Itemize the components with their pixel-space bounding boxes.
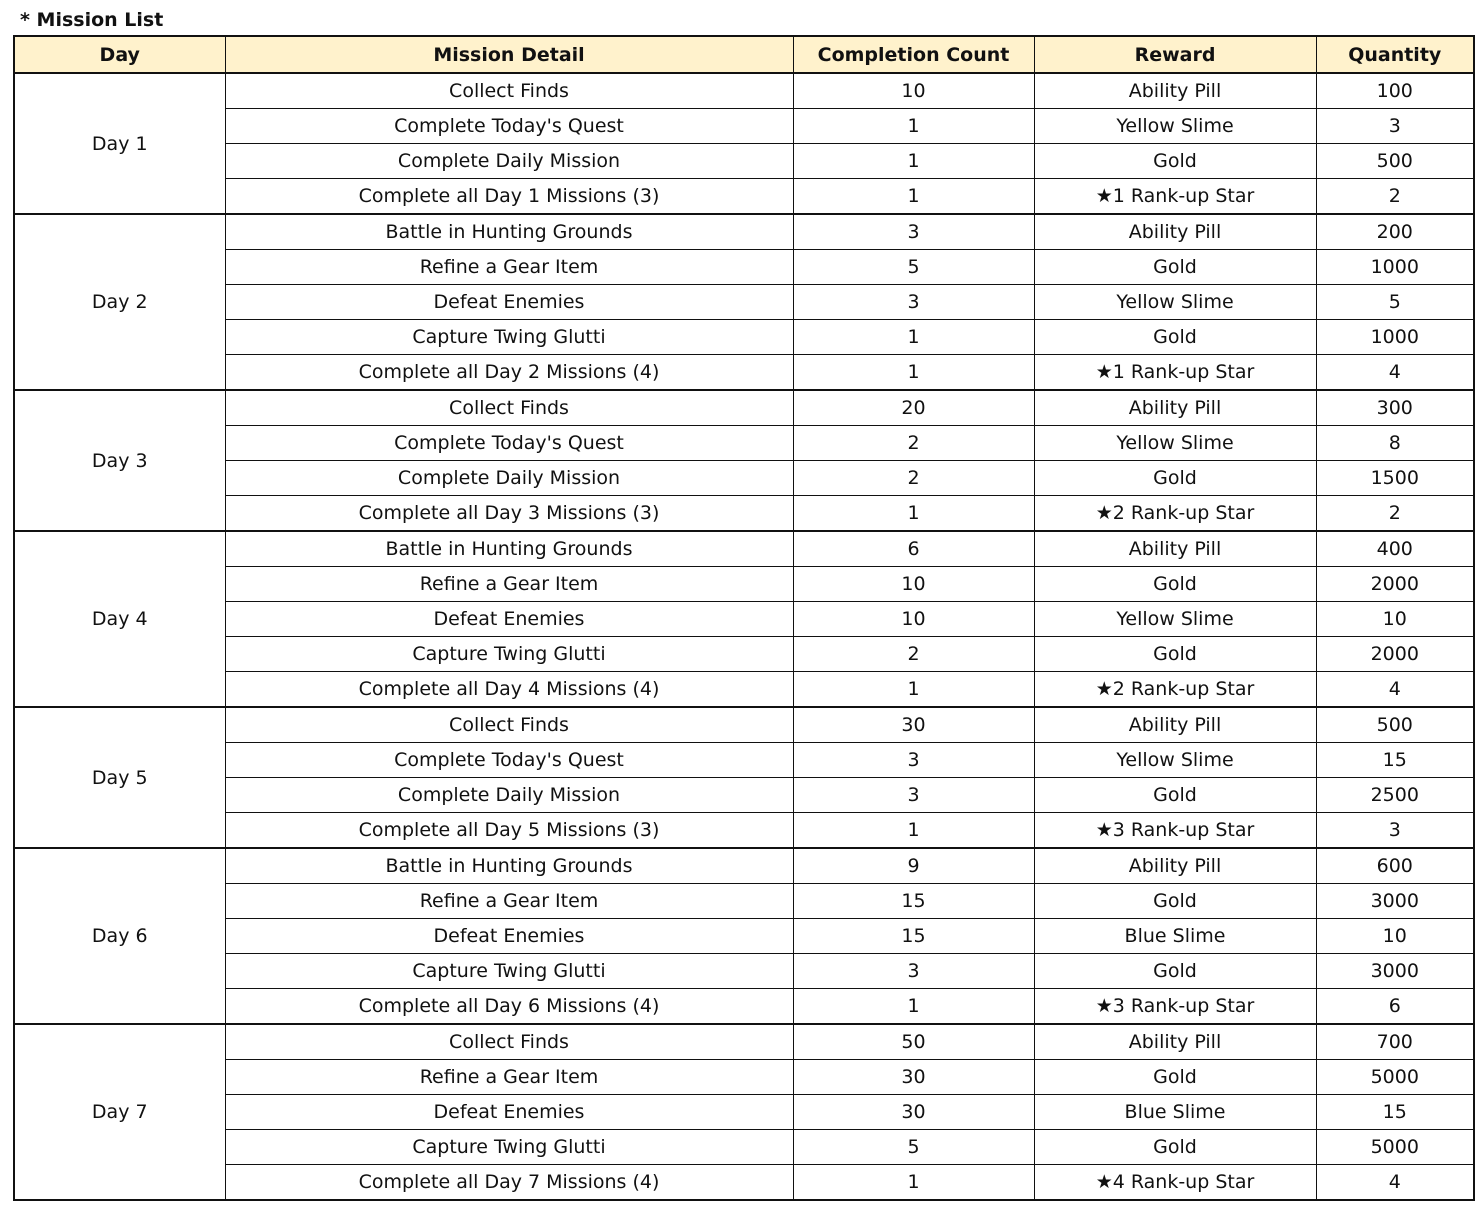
mission-detail-cell: Capture Twing Glutti [225, 320, 793, 355]
quantity-cell: 2 [1316, 179, 1474, 215]
reward-cell: Gold [1034, 778, 1316, 813]
reward-cell: ★3 Rank-up Star [1034, 989, 1316, 1025]
mission-detail-cell: Refine a Gear Item [225, 1060, 793, 1095]
table-row [14, 954, 1474, 989]
table-row [14, 989, 1474, 1025]
table-row [14, 567, 1474, 602]
day-label: Day 5 [14, 707, 225, 848]
mission-detail-cell: Capture Twing Glutti [225, 954, 793, 989]
reward-cell: ★1 Rank-up Star [1034, 179, 1316, 215]
table-row [14, 461, 1474, 496]
mission-detail-cell: Collect Finds [225, 1024, 793, 1060]
day-label: Day 4 [14, 531, 225, 707]
mission-detail-cell: Defeat Enemies [225, 285, 793, 320]
mission-detail-cell: Complete all Day 6 Missions (4) [225, 989, 793, 1025]
quantity-cell: 4 [1316, 672, 1474, 708]
table-row [14, 355, 1474, 391]
reward-cell: Yellow Slime [1034, 426, 1316, 461]
reward-cell: ★4 Rank-up Star [1034, 1165, 1316, 1201]
completion-count-cell: 2 [793, 637, 1034, 672]
table-row [14, 1024, 1474, 1060]
reward-cell: Gold [1034, 884, 1316, 919]
mission-detail-cell: Refine a Gear Item [225, 250, 793, 285]
reward-cell: Blue Slime [1034, 919, 1316, 954]
table-row [14, 390, 1474, 426]
quantity-cell: 15 [1316, 1095, 1474, 1130]
column-header-reward: Reward [1034, 36, 1316, 73]
completion-count-cell: 15 [793, 919, 1034, 954]
completion-count-cell: 10 [793, 567, 1034, 602]
mission-detail-cell: Collect Finds [225, 707, 793, 743]
completion-count-cell: 2 [793, 426, 1034, 461]
mission-detail-cell: Complete Daily Mission [225, 778, 793, 813]
reward-cell: Yellow Slime [1034, 743, 1316, 778]
mission-detail-cell: Defeat Enemies [225, 602, 793, 637]
quantity-cell: 3 [1316, 813, 1474, 849]
completion-count-cell: 5 [793, 250, 1034, 285]
quantity-cell: 2 [1316, 496, 1474, 532]
reward-cell: ★2 Rank-up Star [1034, 672, 1316, 708]
completion-count-cell: 1 [793, 320, 1034, 355]
table-row [14, 144, 1474, 179]
table-row [14, 602, 1474, 637]
quantity-cell: 500 [1316, 707, 1474, 743]
reward-cell: Yellow Slime [1034, 285, 1316, 320]
reward-cell: ★3 Rank-up Star [1034, 813, 1316, 849]
column-header-mission-detail: Mission Detail [225, 36, 793, 73]
table-row [14, 214, 1474, 250]
column-header-day: Day [14, 36, 225, 73]
reward-cell: Ability Pill [1034, 390, 1316, 426]
quantity-cell: 3 [1316, 109, 1474, 144]
completion-count-cell: 1 [793, 179, 1034, 215]
page-title: * Mission List [20, 9, 164, 31]
reward-cell: Ability Pill [1034, 848, 1316, 884]
completion-count-cell: 10 [793, 602, 1034, 637]
reward-cell: Gold [1034, 144, 1316, 179]
table-row [14, 531, 1474, 567]
mission-detail-cell: Battle in Hunting Grounds [225, 848, 793, 884]
reward-cell: Gold [1034, 567, 1316, 602]
quantity-cell: 200 [1316, 214, 1474, 250]
table-row [14, 426, 1474, 461]
table-row [14, 1130, 1474, 1165]
completion-count-cell: 15 [793, 884, 1034, 919]
quantity-cell: 100 [1316, 73, 1474, 109]
mission-detail-cell: Battle in Hunting Grounds [225, 214, 793, 250]
mission-detail-cell: Defeat Enemies [225, 1095, 793, 1130]
quantity-cell: 600 [1316, 848, 1474, 884]
mission-detail-cell: Complete all Day 4 Missions (4) [225, 672, 793, 708]
reward-cell: Gold [1034, 637, 1316, 672]
mission-detail-cell: Complete Today's Quest [225, 109, 793, 144]
quantity-cell: 400 [1316, 531, 1474, 567]
mission-detail-cell: Complete Today's Quest [225, 743, 793, 778]
table-row [14, 672, 1474, 708]
mission-detail-cell: Complete all Day 3 Missions (3) [225, 496, 793, 532]
table-row [14, 73, 1474, 109]
mission-table-body [14, 73, 1474, 1200]
completion-count-cell: 1 [793, 496, 1034, 532]
completion-count-cell: 3 [793, 954, 1034, 989]
quantity-cell: 3000 [1316, 954, 1474, 989]
reward-cell: Yellow Slime [1034, 602, 1316, 637]
quantity-cell: 1000 [1316, 320, 1474, 355]
completion-count-cell: 6 [793, 531, 1034, 567]
reward-cell: Gold [1034, 320, 1316, 355]
table-row [14, 778, 1474, 813]
day-label: Day 7 [14, 1024, 225, 1200]
quantity-cell: 2500 [1316, 778, 1474, 813]
mission-detail-cell: Complete all Day 5 Missions (3) [225, 813, 793, 849]
mission-detail-cell: Capture Twing Glutti [225, 637, 793, 672]
reward-cell: Ability Pill [1034, 73, 1316, 109]
completion-count-cell: 5 [793, 1130, 1034, 1165]
quantity-cell: 5000 [1316, 1060, 1474, 1095]
table-row [14, 320, 1474, 355]
quantity-cell: 10 [1316, 919, 1474, 954]
quantity-cell: 3000 [1316, 884, 1474, 919]
reward-cell: ★2 Rank-up Star [1034, 496, 1316, 532]
quantity-cell: 500 [1316, 144, 1474, 179]
mission-detail-cell: Complete all Day 7 Missions (4) [225, 1165, 793, 1201]
day-label: Day 3 [14, 390, 225, 531]
completion-count-cell: 2 [793, 461, 1034, 496]
quantity-cell: 15 [1316, 743, 1474, 778]
column-header-quantity: Quantity [1316, 36, 1474, 73]
table-row [14, 884, 1474, 919]
mission-detail-cell: Refine a Gear Item [225, 567, 793, 602]
completion-count-cell: 3 [793, 743, 1034, 778]
mission-detail-cell: Complete Daily Mission [225, 144, 793, 179]
completion-count-cell: 3 [793, 778, 1034, 813]
completion-count-cell: 30 [793, 1060, 1034, 1095]
mission-detail-cell: Battle in Hunting Grounds [225, 531, 793, 567]
mission-detail-cell: Complete all Day 2 Missions (4) [225, 355, 793, 391]
mission-detail-cell: Collect Finds [225, 73, 793, 109]
quantity-cell: 2000 [1316, 637, 1474, 672]
table-row [14, 813, 1474, 849]
reward-cell: Ability Pill [1034, 707, 1316, 743]
day-label: Day 6 [14, 848, 225, 1024]
table-row [14, 496, 1474, 532]
table-row [14, 707, 1474, 743]
reward-cell: Ability Pill [1034, 1024, 1316, 1060]
table-row [14, 848, 1474, 884]
column-header-completion-count: Completion Count [793, 36, 1034, 73]
quantity-cell: 2000 [1316, 567, 1474, 602]
quantity-cell: 10 [1316, 602, 1474, 637]
table-row [14, 1095, 1474, 1130]
completion-count-cell: 1 [793, 109, 1034, 144]
quantity-cell: 5000 [1316, 1130, 1474, 1165]
completion-count-cell: 1 [793, 355, 1034, 391]
table-row [14, 250, 1474, 285]
completion-count-cell: 1 [793, 989, 1034, 1025]
table-row [14, 179, 1474, 215]
reward-cell: ★1 Rank-up Star [1034, 355, 1316, 391]
completion-count-cell: 1 [793, 813, 1034, 849]
quantity-cell: 5 [1316, 285, 1474, 320]
reward-cell: Gold [1034, 954, 1316, 989]
quantity-cell: 4 [1316, 1165, 1474, 1201]
quantity-cell: 6 [1316, 989, 1474, 1025]
table-row [14, 919, 1474, 954]
reward-cell: Gold [1034, 1060, 1316, 1095]
reward-cell: Blue Slime [1034, 1095, 1316, 1130]
quantity-cell: 700 [1316, 1024, 1474, 1060]
table-row [14, 743, 1474, 778]
table-row [14, 285, 1474, 320]
completion-count-cell: 20 [793, 390, 1034, 426]
table-row [14, 1165, 1474, 1201]
completion-count-cell: 10 [793, 73, 1034, 109]
mission-detail-cell: Capture Twing Glutti [225, 1130, 793, 1165]
reward-cell: Yellow Slime [1034, 109, 1316, 144]
day-label: Day 2 [14, 214, 225, 390]
day-label: Day 1 [14, 73, 225, 214]
reward-cell: Gold [1034, 461, 1316, 496]
mission-detail-cell: Defeat Enemies [225, 919, 793, 954]
quantity-cell: 1500 [1316, 461, 1474, 496]
mission-detail-cell: Collect Finds [225, 390, 793, 426]
completion-count-cell: 3 [793, 285, 1034, 320]
completion-count-cell: 30 [793, 707, 1034, 743]
quantity-cell: 4 [1316, 355, 1474, 391]
mission-detail-cell: Refine a Gear Item [225, 884, 793, 919]
quantity-cell: 300 [1316, 390, 1474, 426]
table-row [14, 1060, 1474, 1095]
table-row [14, 109, 1474, 144]
quantity-cell: 8 [1316, 426, 1474, 461]
reward-cell: Gold [1034, 250, 1316, 285]
completion-count-cell: 9 [793, 848, 1034, 884]
mission-detail-cell: Complete Daily Mission [225, 461, 793, 496]
completion-count-cell: 1 [793, 672, 1034, 708]
completion-count-cell: 1 [793, 144, 1034, 179]
reward-cell: Ability Pill [1034, 531, 1316, 567]
mission-detail-cell: Complete all Day 1 Missions (3) [225, 179, 793, 215]
completion-count-cell: 1 [793, 1165, 1034, 1201]
table-row [14, 637, 1474, 672]
completion-count-cell: 3 [793, 214, 1034, 250]
reward-cell: Ability Pill [1034, 214, 1316, 250]
completion-count-cell: 30 [793, 1095, 1034, 1130]
completion-count-cell: 50 [793, 1024, 1034, 1060]
mission-table [13, 35, 1475, 1201]
quantity-cell: 1000 [1316, 250, 1474, 285]
mission-detail-cell: Complete Today's Quest [225, 426, 793, 461]
header-row [14, 36, 1474, 73]
reward-cell: Gold [1034, 1130, 1316, 1165]
